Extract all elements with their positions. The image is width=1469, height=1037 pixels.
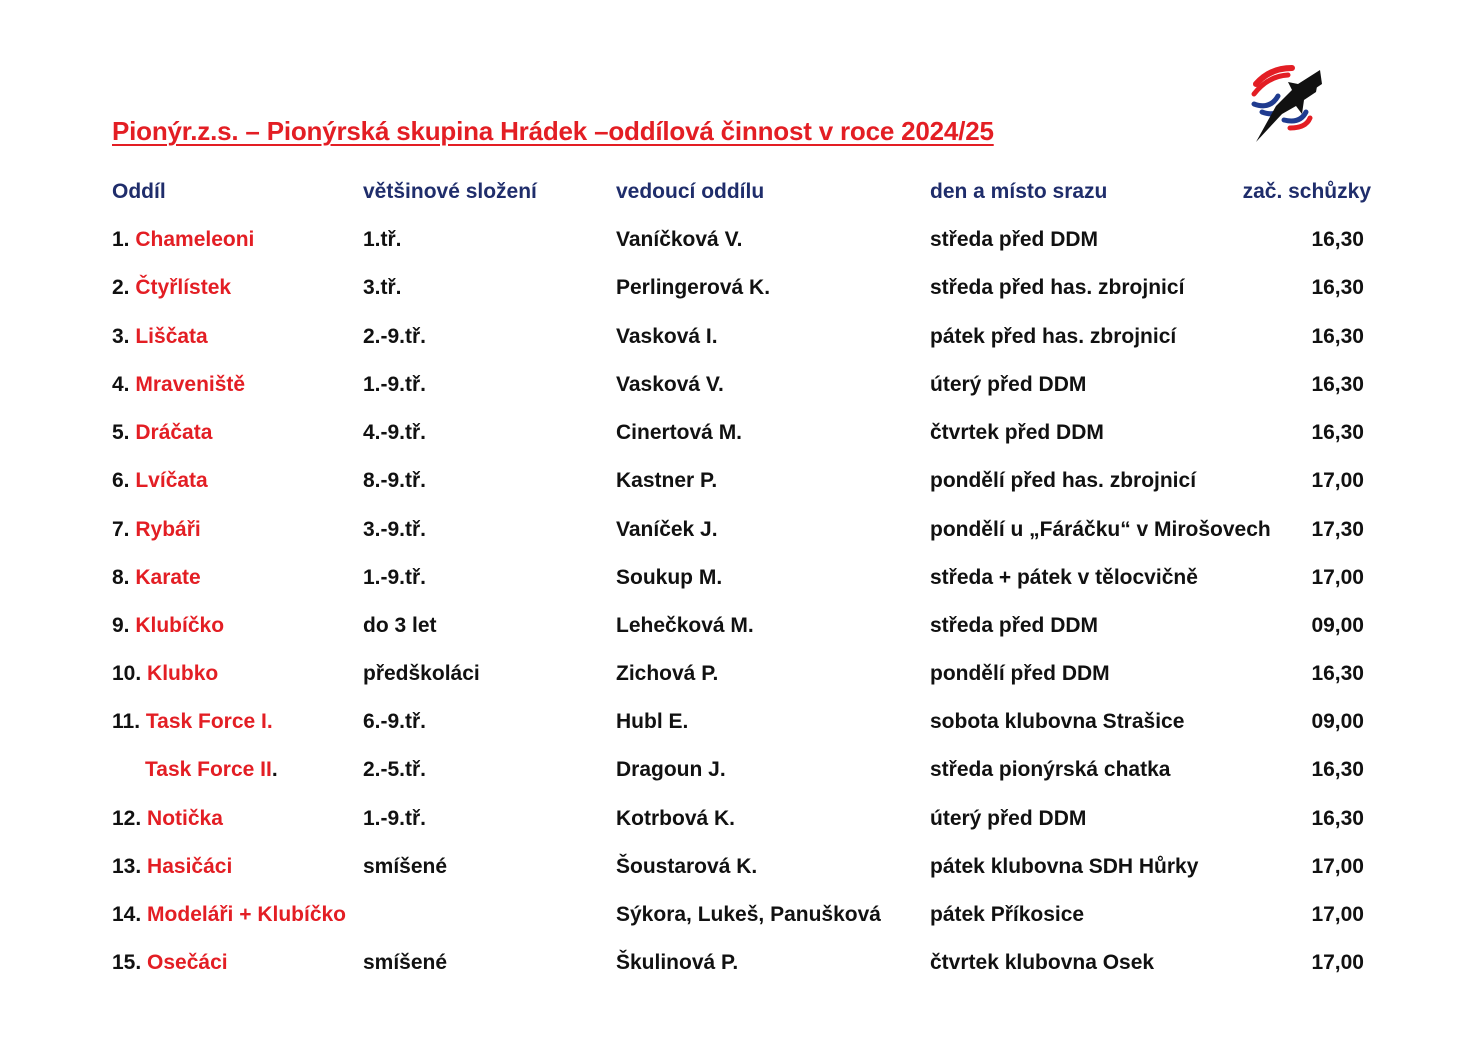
place-cell: pondělí před DDM xyxy=(930,662,1110,685)
leader-cell: Škulinová P. xyxy=(616,951,739,974)
oddil-name: Task Force II xyxy=(145,758,272,781)
leader-cell: Vasková I. xyxy=(616,325,718,348)
time-cell: 17,00 xyxy=(1311,855,1364,878)
oddil-number: 15. xyxy=(112,951,142,974)
oddil-number: 1. xyxy=(112,228,130,251)
oddil-cell xyxy=(112,566,201,590)
composition-cell: 3.tř. xyxy=(363,276,402,299)
oddil-name: Mraveniště xyxy=(135,373,246,396)
oddil-number: 6. xyxy=(112,469,130,492)
oddil-cell xyxy=(112,469,208,493)
oddil-number: 4. xyxy=(112,373,130,396)
oddil-name: Osečáci xyxy=(147,951,228,974)
oddil-cell xyxy=(112,807,223,831)
leader-cell: Kotrbová K. xyxy=(616,807,736,830)
time-cell: 17,30 xyxy=(1311,518,1364,541)
oddil-cell xyxy=(112,855,232,879)
table-row xyxy=(0,566,1469,600)
oddil-number: 3. xyxy=(112,325,130,348)
leader-cell: Kastner P. xyxy=(616,469,718,492)
table-row xyxy=(0,662,1469,696)
oddil-name: Klubíčko xyxy=(135,614,225,637)
leader-cell: Sýkora, Lukeš, Panušková xyxy=(616,903,881,926)
place-cell: pátek Příkosice xyxy=(930,903,1085,926)
oddil-number: 5. xyxy=(112,421,130,444)
oddil-name: Čtyřlístek xyxy=(135,276,232,299)
composition-cell: 1.-9.tř. xyxy=(363,807,427,830)
oddil-number: 11. xyxy=(112,710,141,733)
place-cell: středa pionýrská chatka xyxy=(930,758,1171,781)
leader-cell: Vaníček J. xyxy=(616,518,718,541)
composition-cell: 6.-9.tř. xyxy=(363,710,427,733)
place-cell: pondělí u „Fáráčku“ v Mirošovech xyxy=(930,518,1271,541)
composition-cell: 8.-9.tř. xyxy=(363,469,427,492)
oddil-cell xyxy=(112,903,346,927)
oddil-number: 10. xyxy=(112,662,142,685)
leader-cell: Soukup M. xyxy=(616,566,723,589)
table-row xyxy=(0,710,1469,744)
table-row xyxy=(0,276,1469,310)
time-cell: 17,00 xyxy=(1311,566,1364,589)
place-cell: čtvrtek klubovna Osek xyxy=(930,951,1155,974)
oddil-name: Karate xyxy=(135,566,201,589)
composition-cell: 1.-9.tř. xyxy=(363,373,427,396)
oddil-cell xyxy=(112,518,201,542)
place-cell: pátek před has. zbrojnicí xyxy=(930,325,1177,348)
place-cell: úterý před DDM xyxy=(930,807,1087,830)
table-row xyxy=(0,373,1469,407)
oddil-name: Dráčata xyxy=(135,421,213,444)
oddil-cell xyxy=(112,421,212,445)
leader-cell: Zichová P. xyxy=(616,662,719,685)
oddil-number: 9. xyxy=(112,614,130,637)
composition-cell: předškoláci xyxy=(363,662,480,685)
time-cell: 16,30 xyxy=(1311,807,1364,830)
time-cell: 16,30 xyxy=(1311,662,1364,685)
oddil-number: 13. xyxy=(112,855,142,878)
composition-cell: 1.tř. xyxy=(363,228,402,251)
oddil-number: 2. xyxy=(112,276,130,299)
leader-cell: Cinertová M. xyxy=(616,421,743,444)
time-cell: 16,30 xyxy=(1311,228,1364,251)
table-header xyxy=(0,180,1469,214)
composition-cell: smíšené xyxy=(363,855,448,878)
header-oddil: Oddíl xyxy=(112,180,166,203)
table-row xyxy=(0,951,1469,985)
place-cell: čtvrtek před DDM xyxy=(930,421,1104,444)
time-cell: 17,00 xyxy=(1311,903,1364,926)
table-row xyxy=(0,614,1469,648)
table-row xyxy=(0,518,1469,552)
oddil-name: Klubko xyxy=(147,662,219,685)
composition-cell: smíšené xyxy=(363,951,448,974)
oddil-cell xyxy=(112,276,231,300)
oddil-name-suffix: . xyxy=(271,758,278,781)
place-cell: úterý před DDM xyxy=(930,373,1087,396)
table-row xyxy=(0,855,1469,889)
time-cell: 09,00 xyxy=(1311,710,1364,733)
oddil-number: 14. xyxy=(112,903,142,926)
composition-cell: 2.-5.tř. xyxy=(363,758,427,781)
oddil-name: Liščata xyxy=(135,325,208,348)
oddil-cell xyxy=(112,325,208,349)
composition-cell: 3.-9.tř. xyxy=(363,518,427,541)
leader-cell: Lehečková M. xyxy=(616,614,754,637)
oddil-name: Modeláři + Klubíčko xyxy=(147,903,347,926)
table-row xyxy=(0,325,1469,359)
header-vedouci: vedoucí oddílu xyxy=(616,180,765,203)
time-cell: 16,30 xyxy=(1311,276,1364,299)
table-row xyxy=(0,807,1469,841)
header-cas: zač. schůzky xyxy=(1242,180,1371,203)
time-cell: 09,00 xyxy=(1311,614,1364,637)
oddil-cell xyxy=(112,614,224,638)
time-cell: 16,30 xyxy=(1311,325,1364,348)
oddil-cell xyxy=(145,758,278,782)
leader-cell: Vaníčková V. xyxy=(616,228,743,251)
table-row xyxy=(0,469,1469,503)
oddil-number: 7. xyxy=(112,518,130,541)
place-cell: středa před DDM xyxy=(930,228,1099,251)
time-cell: 17,00 xyxy=(1311,469,1364,492)
header-misto: den a místo srazu xyxy=(930,180,1108,203)
time-cell: 16,30 xyxy=(1311,758,1364,781)
composition-cell: 2.-9.tř. xyxy=(363,325,427,348)
time-cell: 17,00 xyxy=(1311,951,1364,974)
page-title: Pionýr.z.s. – Pionýrská skupina Hrádek –oddílová činnost v roce 2024/25 xyxy=(112,116,994,146)
place-cell: pátek klubovna SDH Hůrky xyxy=(930,855,1199,878)
leader-cell: Šoustarová K. xyxy=(616,855,758,878)
composition-cell: 4.-9.tř. xyxy=(363,421,427,444)
oddil-name: Task Force I. xyxy=(145,710,273,733)
oddil-cell xyxy=(112,662,218,686)
oddil-name: Lvíčata xyxy=(135,469,208,492)
place-cell: středa + pátek v tělocvičně xyxy=(930,566,1198,589)
place-cell: pondělí před has. zbrojnicí xyxy=(930,469,1197,492)
oddil-number: 8. xyxy=(112,566,130,589)
table-row xyxy=(0,758,1469,792)
time-cell: 16,30 xyxy=(1311,373,1364,396)
table-row xyxy=(0,421,1469,455)
table-row xyxy=(0,228,1469,262)
time-cell: 16,30 xyxy=(1311,421,1364,444)
oddil-cell xyxy=(112,228,254,252)
oddil-name: Chameleoni xyxy=(135,228,255,251)
oddil-name: Hasičáci xyxy=(147,855,233,878)
leader-cell: Dragoun J. xyxy=(616,758,726,781)
oddil-number: 12. xyxy=(112,807,142,830)
oddil-name: Notička xyxy=(147,807,223,830)
composition-cell: do 3 let xyxy=(363,614,437,637)
leader-cell: Vasková V. xyxy=(616,373,724,396)
composition-cell: 1.-9.tř. xyxy=(363,566,427,589)
oddil-cell xyxy=(112,710,273,734)
place-cell: středa před DDM xyxy=(930,614,1099,637)
oddil-cell xyxy=(112,373,245,397)
place-cell: sobota klubovna Strašice xyxy=(930,710,1185,733)
oddil-name: Rybáři xyxy=(135,518,201,541)
header-slozeni: většinové složení xyxy=(363,180,537,203)
pionyr-swallow-logo-icon xyxy=(1248,62,1326,146)
place-cell: středa před has. zbrojnicí xyxy=(930,276,1185,299)
oddil-cell xyxy=(112,951,228,975)
leader-cell: Perlingerová K. xyxy=(616,276,771,299)
leader-cell: Hubl E. xyxy=(616,710,689,733)
table-row xyxy=(0,903,1469,937)
